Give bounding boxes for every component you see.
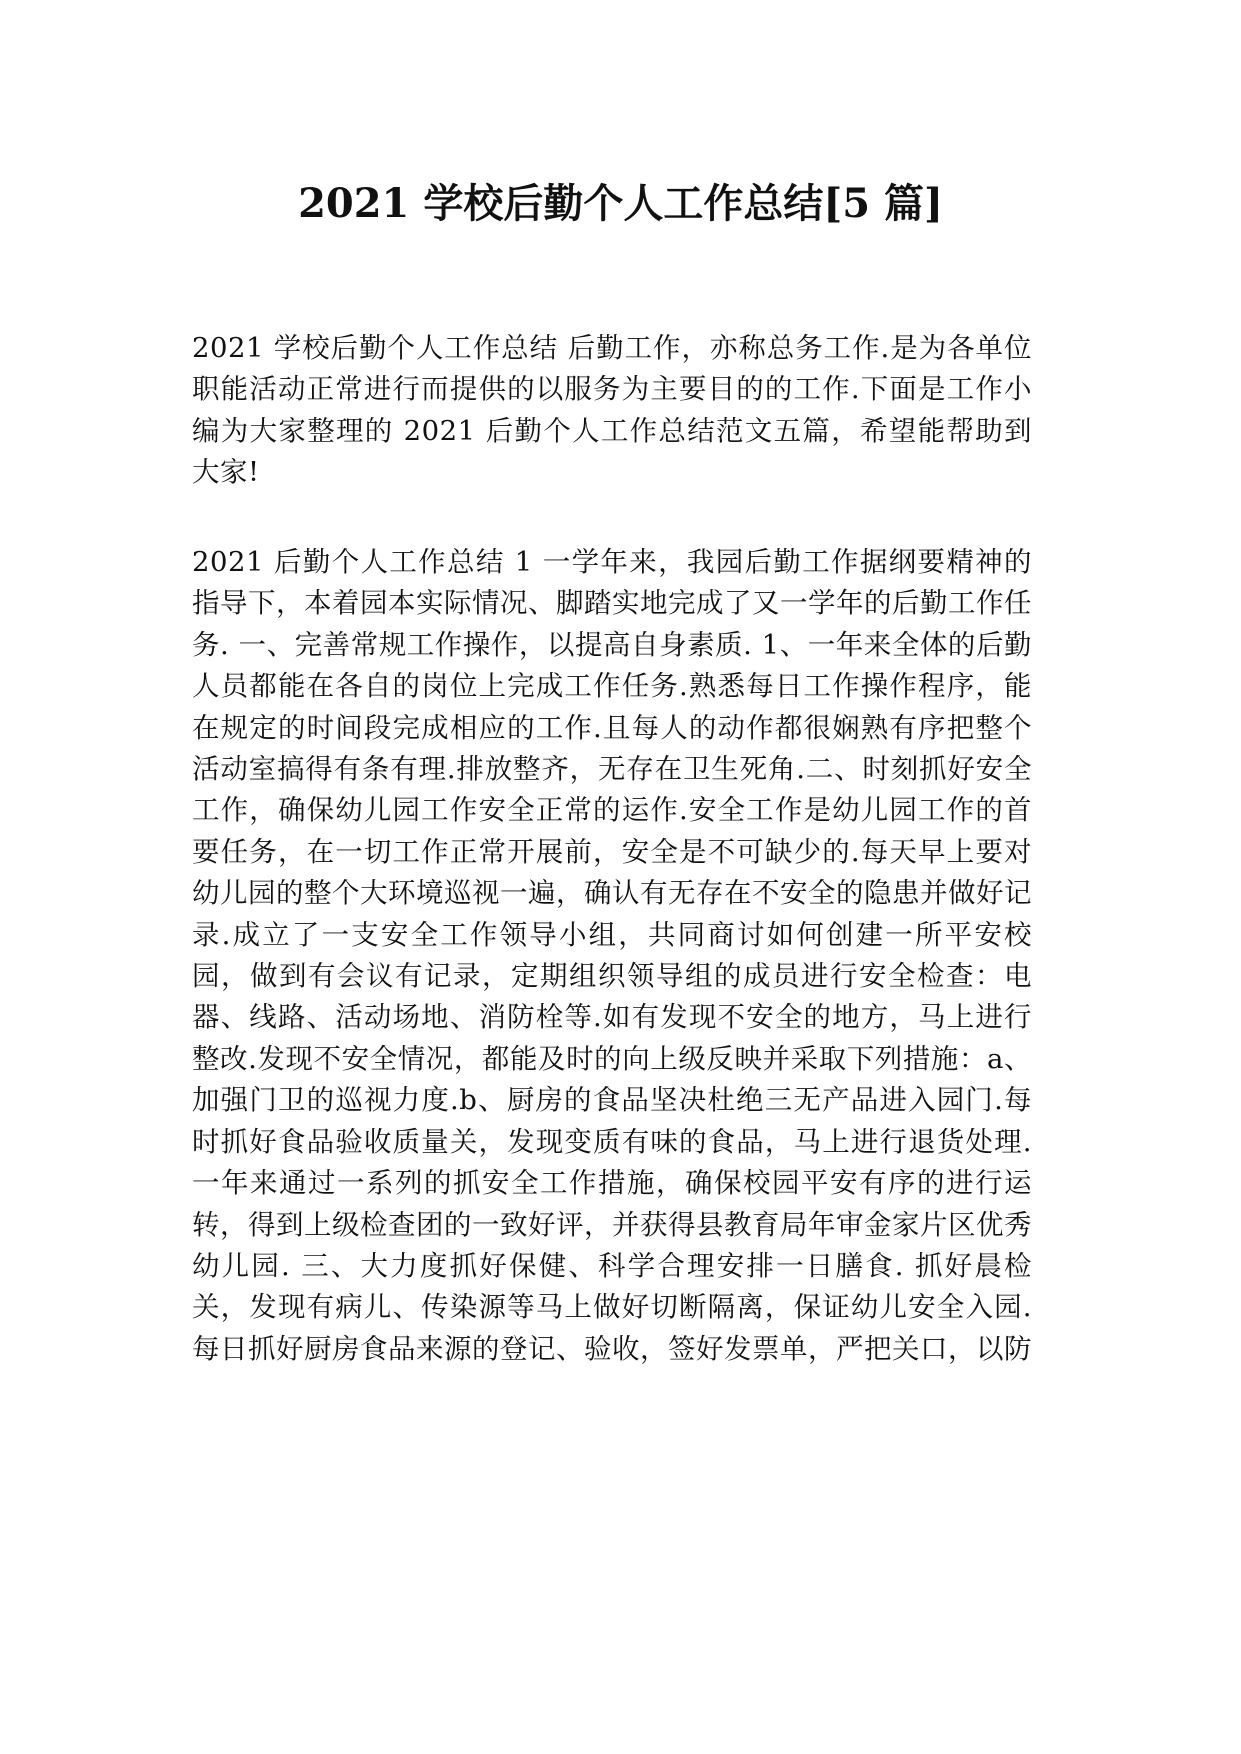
document-title: 2021 学校后勤个人工作总结[5 篇] bbox=[298, 180, 943, 227]
summary-paragraph-1: 2021 后勤个人工作总结 1 一学年来，我园后勤工作据纲要精神的指导下，本着园本实际情况、脚踏实地完成了又一学年的后勤工作任务. 一、完善常规工作操作，以提高自身素质. 1、一年来全体的后勤人员都能在各自的岗位上完成工作任务.熟悉每日工作操作程序，能在规定的时间段完成相应的工作.且每人的动作都很娴熟有序把整个活动室搞得有条有理.排放整齐，无存在卫生死角.二、时刻抓好安全工作，确保幼儿园工作安全正常的运作.安全工作是幼儿园工作的首要任务，在一切工作正常开展前，安全是不可缺少的.每天早上要对幼儿园的整个大环境巡视一遍，确认有无存在不安全的隐患并做好记录.成立了一支安全工作领导小组，共同商讨如何创建一所平安校园，做到有会议有记录，定期组织领导组的成员进行安全检查：电器、线路、活动场地、消防栓等.如有发现不安全的地方，马上进行整改.发现不安全情况，都能及时的向上级反映并采取下列措施：a、加强门卫的巡视力度.b、厨房的食品坚决杜绝三无产品进入园门.每时抓好食品验收质量关，发现变质有味的食品，马上进行退货处理.一年来通过一系列的抓安全工作措施，确保校园平安有序的进行运转，得到上级检查团的一致好评，并获得县教育局年审金家片区优秀幼儿园. 三、大力度抓好保健、科学合理安排一日膳食. 抓好晨检关，发现有病儿、传染源等马上做好切断隔离，保证幼儿安全入园.每日抓好厨房食品来源的登记、验收，签好发票单，严把关口，以防 bbox=[192, 546, 1032, 1365]
intro-paragraph: 2021 学校后勤个人工作总结 后勤工作，亦称总务工作.是为各单位职能活动正常进行而提供的以服务为主要目的的工作.下面是工作小编为大家整理的 2021 后勤个人工作总结范文五篇，希望能帮助到大家! bbox=[192, 332, 1032, 489]
